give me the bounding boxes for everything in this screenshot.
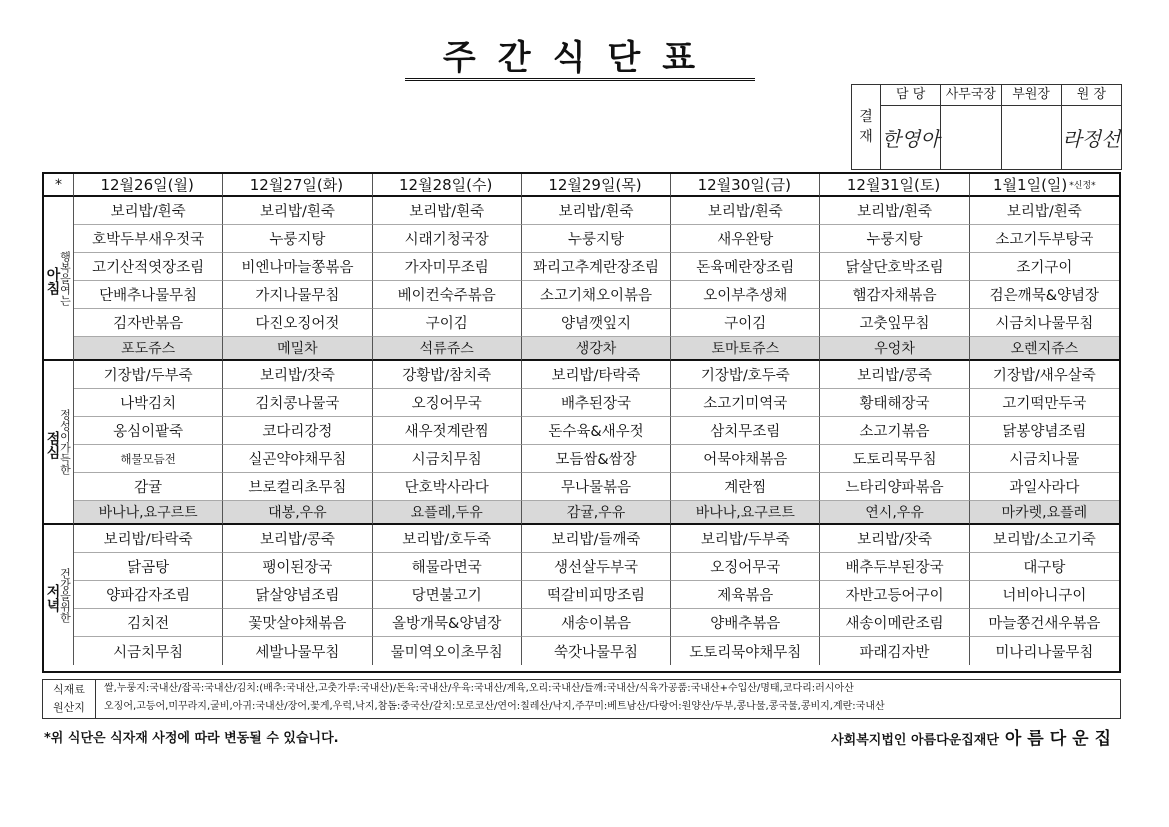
dinner-item: 닭살양념조림: [223, 581, 372, 609]
day-date: 12월30일(금): [697, 176, 791, 194]
dinner-item: 보리밥/소고기죽: [970, 525, 1119, 553]
dinner-item: 해물라면국: [373, 553, 522, 581]
breakfast-item: 시금치나물무침: [970, 309, 1119, 337]
lunch-item: 도토리묵무침: [820, 445, 969, 473]
breakfast-item: 보리밥/흰죽: [223, 197, 372, 225]
dinner-item: 도토리묵야채무침: [671, 637, 820, 665]
approval-side-1: 결: [859, 109, 873, 125]
lunch-item: 과일사라다: [970, 473, 1119, 501]
lunch-label: [44, 361, 74, 525]
day-header: [74, 174, 223, 197]
approval-box: [851, 84, 1122, 170]
dinner-item: 배추두부된장국: [820, 553, 969, 581]
lunch-drink-snack: 마카렛,요플레: [970, 501, 1119, 525]
lunch-item: 보리밥/타락죽: [522, 361, 671, 389]
breakfast-item: 가지나물무침: [223, 281, 372, 309]
day-header: [970, 174, 1119, 197]
dinner-item: 마늘쫑건새우볶음: [970, 609, 1119, 637]
breakfast-label: [44, 197, 74, 361]
dinner-item: 새송이메란조림: [820, 609, 969, 637]
breakfast-item: 구이김: [671, 309, 820, 337]
meal-label-main: 점심: [44, 431, 61, 459]
approval-column: [941, 85, 1001, 169]
lunch-drink-snack: 연시,우유: [820, 501, 969, 525]
facility-name: 아름다운집: [1004, 729, 1117, 749]
foundation-name: 사회복지법인 아름다운집재단: [831, 733, 999, 748]
dinner-item: 미나리나물무침: [995, 644, 1094, 661]
dinner-item: 대구탕: [970, 553, 1119, 581]
breakfast-item: 호박두부새우젓국: [74, 225, 223, 253]
dinner-item: 양배추볶음: [671, 609, 820, 637]
breakfast-item: 꽈리고추계란장조림: [522, 253, 671, 281]
meal-label-top: 건강을위한: [58, 567, 72, 623]
lunch-item: 느타리양파볶음: [820, 473, 969, 501]
breakfast-item: 양념깻잎지: [522, 309, 671, 337]
breakfast-item: 오이부추생채: [671, 281, 820, 309]
day-date: 12월31일(토): [846, 176, 941, 194]
lunch-drink-snack: 감귤,우유: [522, 501, 671, 525]
dinner-item: 제육볶음: [671, 581, 820, 609]
lunch-item: 기장밥/새우살죽: [970, 361, 1119, 389]
lunch-item: 보리밥/잣죽: [223, 361, 372, 389]
day-date: 12월28일(수): [399, 176, 493, 194]
lunch-item: 무나물볶음: [522, 473, 671, 501]
dinner-item: 자반고등어구이: [820, 581, 969, 609]
breakfast-item: 김자반볶음: [74, 309, 223, 337]
dinner-item: 보리밥/잣죽: [820, 525, 969, 553]
lunch-item: 기장밥/호두죽: [671, 361, 820, 389]
breakfast-item: 단배추나물무침: [74, 281, 223, 309]
dinner-item: 올방개묵&양념장: [373, 609, 522, 637]
approval-column: [1002, 85, 1062, 169]
lunch-item: 소고기미역국: [671, 389, 820, 417]
dinner-item: 꽃맛살야채볶음: [223, 609, 372, 637]
breakfast-item: 보리밥/흰죽: [74, 197, 223, 225]
dinner-item: 보리밥/콩죽: [223, 525, 372, 553]
dinner-item: 시금치무침: [74, 637, 223, 665]
change-notice: *위 식단은 식자재 사정에 따라 변동될 수 있습니다.: [44, 731, 339, 746]
breakfast-item: 누룽지탕: [223, 225, 372, 253]
lunch-item: 모듬쌈&쌈장: [522, 445, 671, 473]
breakfast-item: 새우완탕: [671, 225, 820, 253]
breakfast-item: 시래기청국장: [373, 225, 522, 253]
origin-label-1: 식재료: [53, 683, 85, 696]
breakfast-item: 햄감자채볶음: [820, 281, 969, 309]
lunch-item: 시금치무침: [373, 445, 522, 473]
day-header: [671, 174, 820, 197]
breakfast-item: 다진오징어젓: [223, 309, 372, 337]
breakfast-item: 보리밥/흰죽: [820, 197, 969, 225]
breakfast-drink-snack: 석류쥬스: [373, 337, 522, 361]
lunch-item: 코다리강정: [223, 417, 372, 445]
breakfast-item: 보리밥/흰죽: [373, 197, 522, 225]
origin-label: [43, 680, 96, 718]
day-header: [223, 174, 372, 197]
dinner-item: 물미역오이초무침: [373, 637, 522, 665]
approval-signature: [1002, 106, 1061, 169]
origin-line-2: 오징어,고등어,미꾸라지,굴비,아귀:국내산/장어,꽃게,우럭,낙지,참돔:중국산/갈치:모로코산/연어:칠레산/낙지,주꾸미:베트남산/다랑어:원양산/두부,콩나물,콩국물,콩비지,계란:국내산: [104, 701, 885, 712]
breakfast-item: 구이김: [373, 309, 522, 337]
breakfast-item: 누룽지탕: [522, 225, 671, 253]
lunch-item: 실곤약야채무침: [223, 445, 372, 473]
dinner-item: 너비아니구이: [970, 581, 1119, 609]
day-date: 12월27일(화): [249, 176, 344, 194]
organization-footer: [831, 724, 1117, 749]
approval-signature: [941, 106, 1000, 169]
day-note: *신정*: [1069, 181, 1096, 191]
dinner-item: 당면불고기: [373, 581, 522, 609]
approval-role: 부원장: [1002, 85, 1061, 106]
dinner-item: 오징어무국: [671, 553, 820, 581]
lunch-item: 삼치무조림: [671, 417, 820, 445]
breakfast-item: 고춧잎무침: [820, 309, 969, 337]
approval-signature: 라정선: [1062, 127, 1121, 151]
breakfast-item: 돈육메란장조림: [671, 253, 820, 281]
breakfast-item: 가자미무조림: [373, 253, 522, 281]
breakfast-drink-snack: 우엉차: [820, 337, 969, 361]
origin-line-1: 쌀,누룽지:국내산/잡곡:국내산/김치:(배추:국내산,고춧가루:국내산)/돈육:국내산/우육:국내산/계육,오리:국내산/들깨:국내산/식육가공품:국내산+수입산/명태,코다리:러시아산: [104, 683, 854, 694]
approval-side-label: [852, 85, 881, 169]
breakfast-drink-snack: 포도쥬스: [74, 337, 223, 361]
lunch-drink-snack: 바나나,요구르트: [671, 501, 820, 525]
breakfast-item: 고기산적엿장조림: [74, 253, 223, 281]
meal-label-main: 저녁: [44, 584, 61, 612]
lunch-item: 보리밥/콩죽: [820, 361, 969, 389]
origin-label-2: 원산지: [53, 701, 85, 714]
ingredient-origin-box: [42, 679, 1121, 719]
approval-role: 원 장: [1062, 85, 1121, 106]
dinner-item: 새송이볶음: [522, 609, 671, 637]
origin-text: [96, 680, 1120, 718]
meal-label-main: 아침: [44, 267, 61, 295]
breakfast-drink-snack: 생강차: [522, 337, 671, 361]
dinner-item: 생선살두부국: [522, 553, 671, 581]
breakfast-drink-snack: 토마토쥬스: [671, 337, 820, 361]
breakfast-item: 보리밥/흰죽: [522, 197, 671, 225]
breakfast-item: 보리밥/흰죽: [671, 197, 820, 225]
meal-label-top: 행복을여는: [58, 250, 72, 306]
approval-column: [1062, 85, 1121, 169]
dinner-item: 보리밥/두부죽: [671, 525, 820, 553]
day-date: 12월26일(월): [100, 176, 194, 194]
dinner-item: 닭곰탕: [74, 553, 223, 581]
dinner-item: 세발나물무침: [223, 637, 372, 665]
lunch-item: 기장밥/두부죽: [74, 361, 223, 389]
lunch-item: 계란찜: [671, 473, 820, 501]
lunch-item: 새우젓계란찜: [373, 417, 522, 445]
breakfast-drink-snack: 오렌지쥬스: [970, 337, 1119, 361]
lunch-item: 감귤: [74, 473, 223, 501]
breakfast-item: 비엔나마늘쫑볶음: [223, 253, 372, 281]
dinner-item: 보리밥/타락죽: [74, 525, 223, 553]
lunch-item: 옹심이팥죽: [74, 417, 223, 445]
lunch-item: 오징어무국: [373, 389, 522, 417]
day-header: [820, 174, 969, 197]
lunch-item: 시금치나물: [970, 445, 1119, 473]
lunch-drink-snack: 바나나,요구르트: [74, 501, 223, 525]
lunch-item: 어묵야채볶음: [671, 445, 820, 473]
breakfast-drink-snack: 메밀차: [223, 337, 372, 361]
day-date: 12월29일(목): [548, 176, 642, 194]
approval-signature: 한영아: [881, 127, 940, 151]
lunch-item: 강황밥/참치죽: [373, 361, 522, 389]
dinner-item: 보리밥/들깨죽: [522, 525, 671, 553]
lunch-item: 해물모듬전: [74, 445, 223, 473]
dinner-item: 김치전: [74, 609, 223, 637]
dinner-label: [44, 525, 74, 665]
approval-side-2: 재: [859, 129, 873, 145]
lunch-item: 닭봉양념조림: [970, 417, 1119, 445]
dinner-item: 팽이된장국: [223, 553, 372, 581]
lunch-item: 브로컬리초무침: [223, 473, 372, 501]
lunch-item: 나박김치: [74, 389, 223, 417]
breakfast-item: 누룽지탕: [820, 225, 969, 253]
breakfast-item: 소고기두부탕국: [970, 225, 1119, 253]
lunch-drink-snack: 요플레,두유: [373, 501, 522, 525]
breakfast-item: 닭살단호박조림: [820, 253, 969, 281]
lunch-item: 돈수육&새우젓: [522, 417, 671, 445]
dinner-item: 파래김자반: [820, 637, 969, 665]
breakfast-item: 베이컨숙주볶음: [373, 281, 522, 309]
day-header: [373, 174, 522, 197]
weekly-menu-table: [42, 172, 1121, 673]
lunch-item: 황태해장국: [820, 389, 969, 417]
dinner-item: 보리밥/호두죽: [373, 525, 522, 553]
breakfast-item: 소고기채오이볶음: [522, 281, 671, 309]
day-header: [522, 174, 671, 197]
lunch-item: 고기떡만두국: [970, 389, 1119, 417]
dinner-item: 떡갈비피망조림: [522, 581, 671, 609]
breakfast-item: 보리밥/흰죽: [970, 197, 1119, 225]
day-date: 1월1일(일): [993, 176, 1068, 194]
breakfast-item: 검은깨묵&양념장: [970, 281, 1119, 309]
breakfast-item: 조기구이: [970, 253, 1119, 281]
page-title: 주간식단표: [405, 38, 755, 81]
approval-role: 담 당: [881, 85, 940, 106]
approval-column: [881, 85, 941, 169]
lunch-item: 단호박사라다: [373, 473, 522, 501]
lunch-item: 소고기볶음: [820, 417, 969, 445]
approval-role: 사무국장: [941, 85, 1000, 106]
dinner-item: 양파감자조림: [74, 581, 223, 609]
dinner-item: 쑥갓나물무침: [522, 637, 671, 665]
table-corner: *: [44, 174, 74, 197]
meal-label-top: 정성이가득한: [58, 409, 72, 475]
lunch-drink-snack: 대봉,우유: [223, 501, 372, 525]
lunch-item: 김치콩나물국: [223, 389, 372, 417]
lunch-item: 배추된장국: [522, 389, 671, 417]
